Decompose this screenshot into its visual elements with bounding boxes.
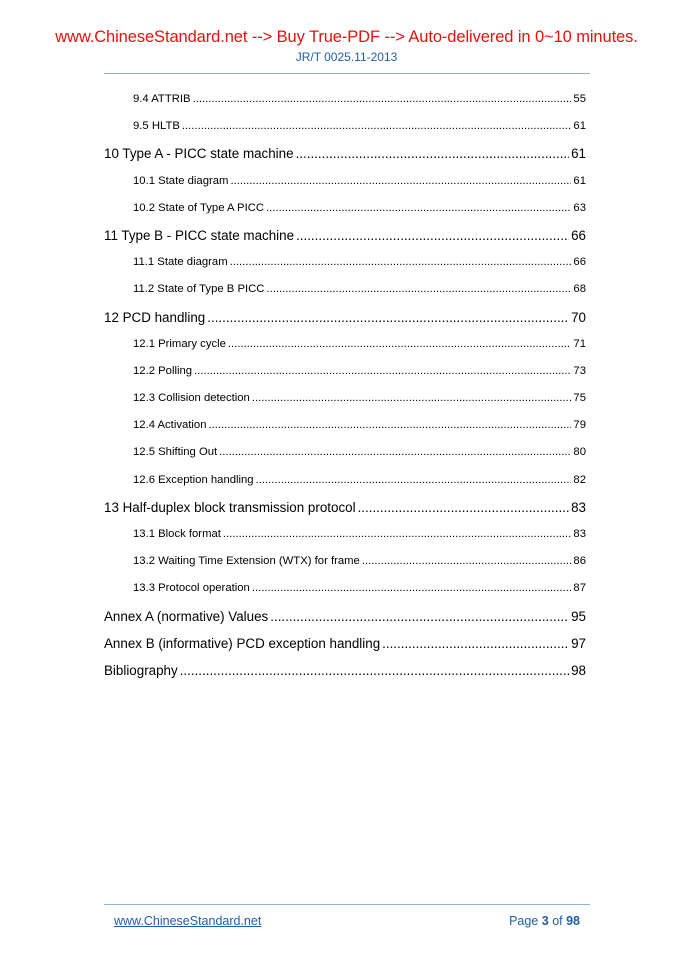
- toc-dot-leader: [223, 521, 572, 548]
- toc-entry-label: Annex A (normative) Values: [104, 608, 269, 624]
- toc-entry-page: 87: [573, 582, 586, 595]
- toc-entry-label: 11.1 State diagram: [133, 256, 228, 269]
- toc-entry[interactable]: [104, 358, 586, 385]
- toc-dot-leader: [193, 86, 572, 113]
- header-divider: [104, 73, 590, 74]
- toc-entry[interactable]: [104, 657, 586, 684]
- toc-entry[interactable]: [104, 249, 586, 276]
- toc-entry[interactable]: [104, 86, 586, 113]
- toc-dot-leader: [256, 467, 572, 494]
- toc-entry[interactable]: [104, 521, 586, 548]
- toc-entry-label: 10 Type A - PICC state machine: [104, 146, 294, 162]
- toc-entry-label: 12.4 Activation: [133, 419, 207, 432]
- footer-divider: [104, 904, 590, 905]
- toc-entry-label: 13.2 Waiting Time Extension (WTX) for frame: [133, 555, 360, 568]
- toc-entry-page: 61: [573, 174, 586, 187]
- toc-dot-leader: [208, 412, 571, 439]
- page-current: 3: [541, 914, 549, 928]
- page-of: of: [548, 914, 567, 928]
- toc-entry[interactable]: [104, 439, 586, 466]
- toc-entry[interactable]: [104, 276, 586, 303]
- toc-entry[interactable]: [104, 140, 586, 167]
- toc-dot-leader: [182, 113, 572, 140]
- toc-entry-label: 12 PCD handling: [104, 309, 206, 325]
- toc-dot-leader: [266, 195, 571, 222]
- toc-entry-page: 83: [573, 528, 586, 540]
- toc-entry-label: Bibliography: [104, 662, 178, 678]
- toc-entry-label: Annex B (informative) PCD exception handling: [104, 635, 381, 651]
- toc-entry[interactable]: [104, 168, 586, 195]
- toc-entry[interactable]: [104, 113, 586, 140]
- toc-entry-page: 70: [571, 309, 586, 325]
- toc-entry-page: 66: [571, 227, 586, 243]
- toc-entry[interactable]: [104, 331, 586, 358]
- toc-dot-leader: [230, 168, 571, 195]
- toc-entry-page: 82: [573, 473, 586, 486]
- toc-entry[interactable]: [104, 385, 586, 412]
- toc-entry-label: 9.4 ATTRIB: [133, 93, 191, 105]
- toc-dot-leader: [194, 358, 571, 385]
- toc-entry-label: 12.6 Exception handling: [133, 473, 254, 486]
- toc-entry-page: 83: [571, 499, 586, 515]
- toc-dot-leader: [270, 603, 569, 630]
- toc-entry[interactable]: [104, 412, 586, 439]
- toc-entry-page: 98: [571, 662, 586, 678]
- table-of-contents: [104, 86, 586, 684]
- toc-entry-label: 13 Half-duplex block transmission protocol: [104, 499, 356, 515]
- toc-entry-page: 55: [573, 93, 586, 105]
- toc-entry-page: 68: [573, 283, 586, 296]
- toc-entry-label: 11.2 State of Type B PICC: [133, 283, 265, 296]
- toc-entry[interactable]: [104, 575, 586, 602]
- toc-dot-leader: [296, 140, 570, 167]
- toc-entry-page: 71: [573, 337, 586, 350]
- toc-entry-page: 63: [573, 201, 586, 214]
- toc-entry[interactable]: [104, 630, 586, 657]
- toc-dot-leader: [296, 222, 569, 249]
- page-total: 98: [566, 914, 580, 928]
- toc-entry[interactable]: [104, 304, 586, 331]
- toc-entry-label: 10.1 State diagram: [133, 174, 229, 187]
- toc-dot-leader: [230, 249, 572, 276]
- toc-dot-leader: [252, 385, 572, 412]
- toc-entry-page: 80: [573, 446, 586, 459]
- toc-entry-page: 61: [573, 120, 586, 133]
- toc-dot-leader: [180, 657, 569, 684]
- toc-entry[interactable]: [104, 548, 586, 575]
- footer-site-link[interactable]: www.ChineseStandard.net: [114, 914, 262, 928]
- toc-entry[interactable]: [104, 494, 586, 521]
- download-banner[interactable]: www.ChineseStandard.net --> Buy True-PDF --> Auto-delivered in 0~10 minutes.: [55, 28, 638, 46]
- toc-entry-label: 12.3 Collision detection: [133, 392, 250, 405]
- toc-entry-page: 86: [573, 555, 586, 568]
- page-prefix: Page: [509, 914, 542, 928]
- toc-entry-label: 9.5 HLTB: [133, 120, 180, 133]
- toc-entry-label: 13.3 Protocol operation: [133, 582, 250, 595]
- toc-entry-page: 79: [573, 419, 586, 432]
- toc-dot-leader: [219, 439, 571, 466]
- toc-entry-label: 13.1 Block format: [133, 528, 221, 540]
- toc-dot-leader: [207, 304, 569, 331]
- toc-dot-leader: [362, 548, 572, 575]
- toc-entry[interactable]: [104, 603, 586, 630]
- toc-dot-leader: [382, 630, 569, 657]
- toc-entry-label: 10.2 State of Type A PICC: [133, 201, 265, 214]
- toc-entry-page: 61: [571, 146, 586, 162]
- toc-dot-leader: [266, 276, 571, 303]
- toc-dot-leader: [228, 331, 572, 358]
- footer-page-number: [509, 914, 580, 928]
- toc-entry-page: 73: [573, 364, 586, 377]
- toc-entry[interactable]: [104, 222, 586, 249]
- toc-entry-label: 12.5 Shifting Out: [133, 446, 218, 459]
- toc-entry-label: 12.2 Polling: [133, 364, 193, 377]
- toc-entry-page: 95: [571, 608, 586, 624]
- toc-dot-leader: [252, 575, 572, 602]
- toc-entry-page: 97: [571, 635, 586, 651]
- toc-entry-label: 12.1 Primary cycle: [133, 337, 226, 350]
- toc-dot-leader: [358, 494, 570, 521]
- toc-entry[interactable]: [104, 195, 586, 222]
- toc-entry-label: 11 Type B - PICC state machine: [104, 227, 295, 243]
- toc-entry[interactable]: [104, 467, 586, 494]
- toc-entry-page: 66: [573, 256, 586, 269]
- toc-entry-page: 75: [573, 392, 586, 405]
- document-id: JR/T 0025.11-2013: [295, 50, 398, 64]
